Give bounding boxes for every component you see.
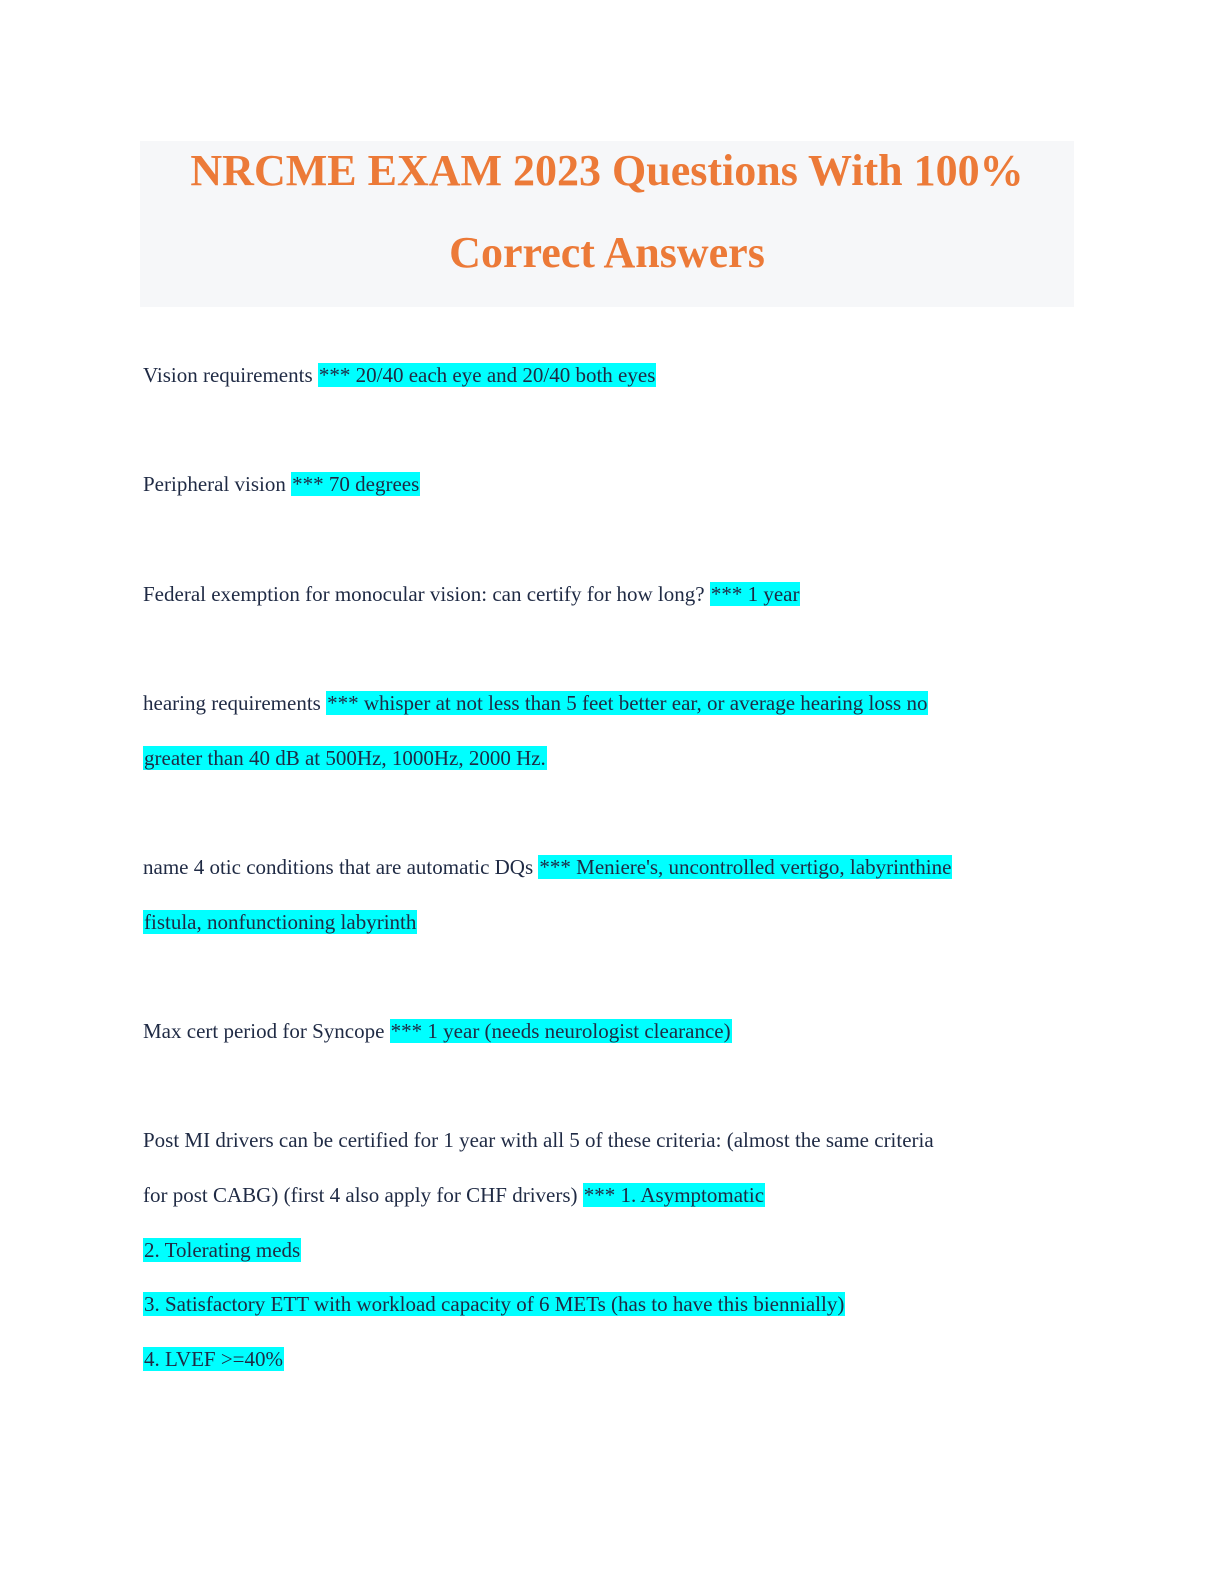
qa-item-post-mi-criterion-3 xyxy=(143,1291,845,1317)
qa-item-post-mi-criterion-2 xyxy=(143,1237,301,1263)
title-banner xyxy=(140,141,1074,307)
document-title-line-2: Correct Answers xyxy=(449,228,765,277)
question-text: name 4 otic conditions that are automatic DQs xyxy=(143,855,539,879)
qa-item-otic-conditions xyxy=(143,854,952,880)
question-text: for post CABG) (first 4 also apply for CHF drivers) xyxy=(143,1183,583,1207)
answer-highlight: *** 1 year xyxy=(710,582,800,606)
question-text: Vision requirements xyxy=(143,363,318,387)
question-text: Max cert period for Syncope xyxy=(143,1019,390,1043)
answer-highlight: greater than 40 dB at 500Hz, 1000Hz, 2000 Hz. xyxy=(144,746,546,770)
answer-highlight: fistula, nonfunctioning labyrinth xyxy=(144,910,417,934)
qa-item-hearing-requirements-cont xyxy=(143,745,547,771)
answer-highlight: *** whisper at not less than 5 feet better ear, or average hearing loss no xyxy=(327,691,928,715)
answer-highlight: *** 70 degrees xyxy=(292,472,420,496)
qa-item-vision-requirements xyxy=(143,362,656,388)
qa-item-otic-conditions-cont xyxy=(143,909,417,935)
question-text: Peripheral vision xyxy=(143,472,292,496)
question-text: hearing requirements xyxy=(143,691,327,715)
qa-item-monocular-exemption xyxy=(143,581,800,607)
document-title-line-1: NRCME EXAM 2023 Questions With 100% xyxy=(190,146,1024,195)
question-text: Federal exemption for monocular vision: can certify for how long? xyxy=(143,582,710,606)
qa-item-post-mi-cont xyxy=(143,1182,765,1208)
answer-highlight: *** 1. Asymptomatic xyxy=(583,1183,765,1207)
answer-highlight: *** 1 year (needs neurologist clearance) xyxy=(390,1019,731,1043)
qa-item-post-mi xyxy=(143,1127,934,1153)
answer-highlight: 3. Satisfactory ETT with workload capacity of 6 METs (has to have this biennially) xyxy=(144,1292,845,1316)
qa-item-hearing-requirements xyxy=(143,690,928,716)
question-text: Post MI drivers can be certified for 1 year with all 5 of these criteria: (almost the same criteria xyxy=(143,1128,934,1152)
qa-item-peripheral-vision xyxy=(143,471,420,497)
answer-highlight: 2. Tolerating meds xyxy=(144,1238,301,1262)
qa-item-post-mi-criterion-4 xyxy=(143,1346,284,1372)
answer-highlight: *** 20/40 each eye and 20/40 both eyes xyxy=(318,363,656,387)
answer-highlight: 4. LVEF >=40% xyxy=(144,1347,284,1371)
answer-highlight: *** Meniere's, uncontrolled vertigo, labyrinthine xyxy=(539,855,952,879)
qa-item-syncope xyxy=(143,1018,732,1044)
